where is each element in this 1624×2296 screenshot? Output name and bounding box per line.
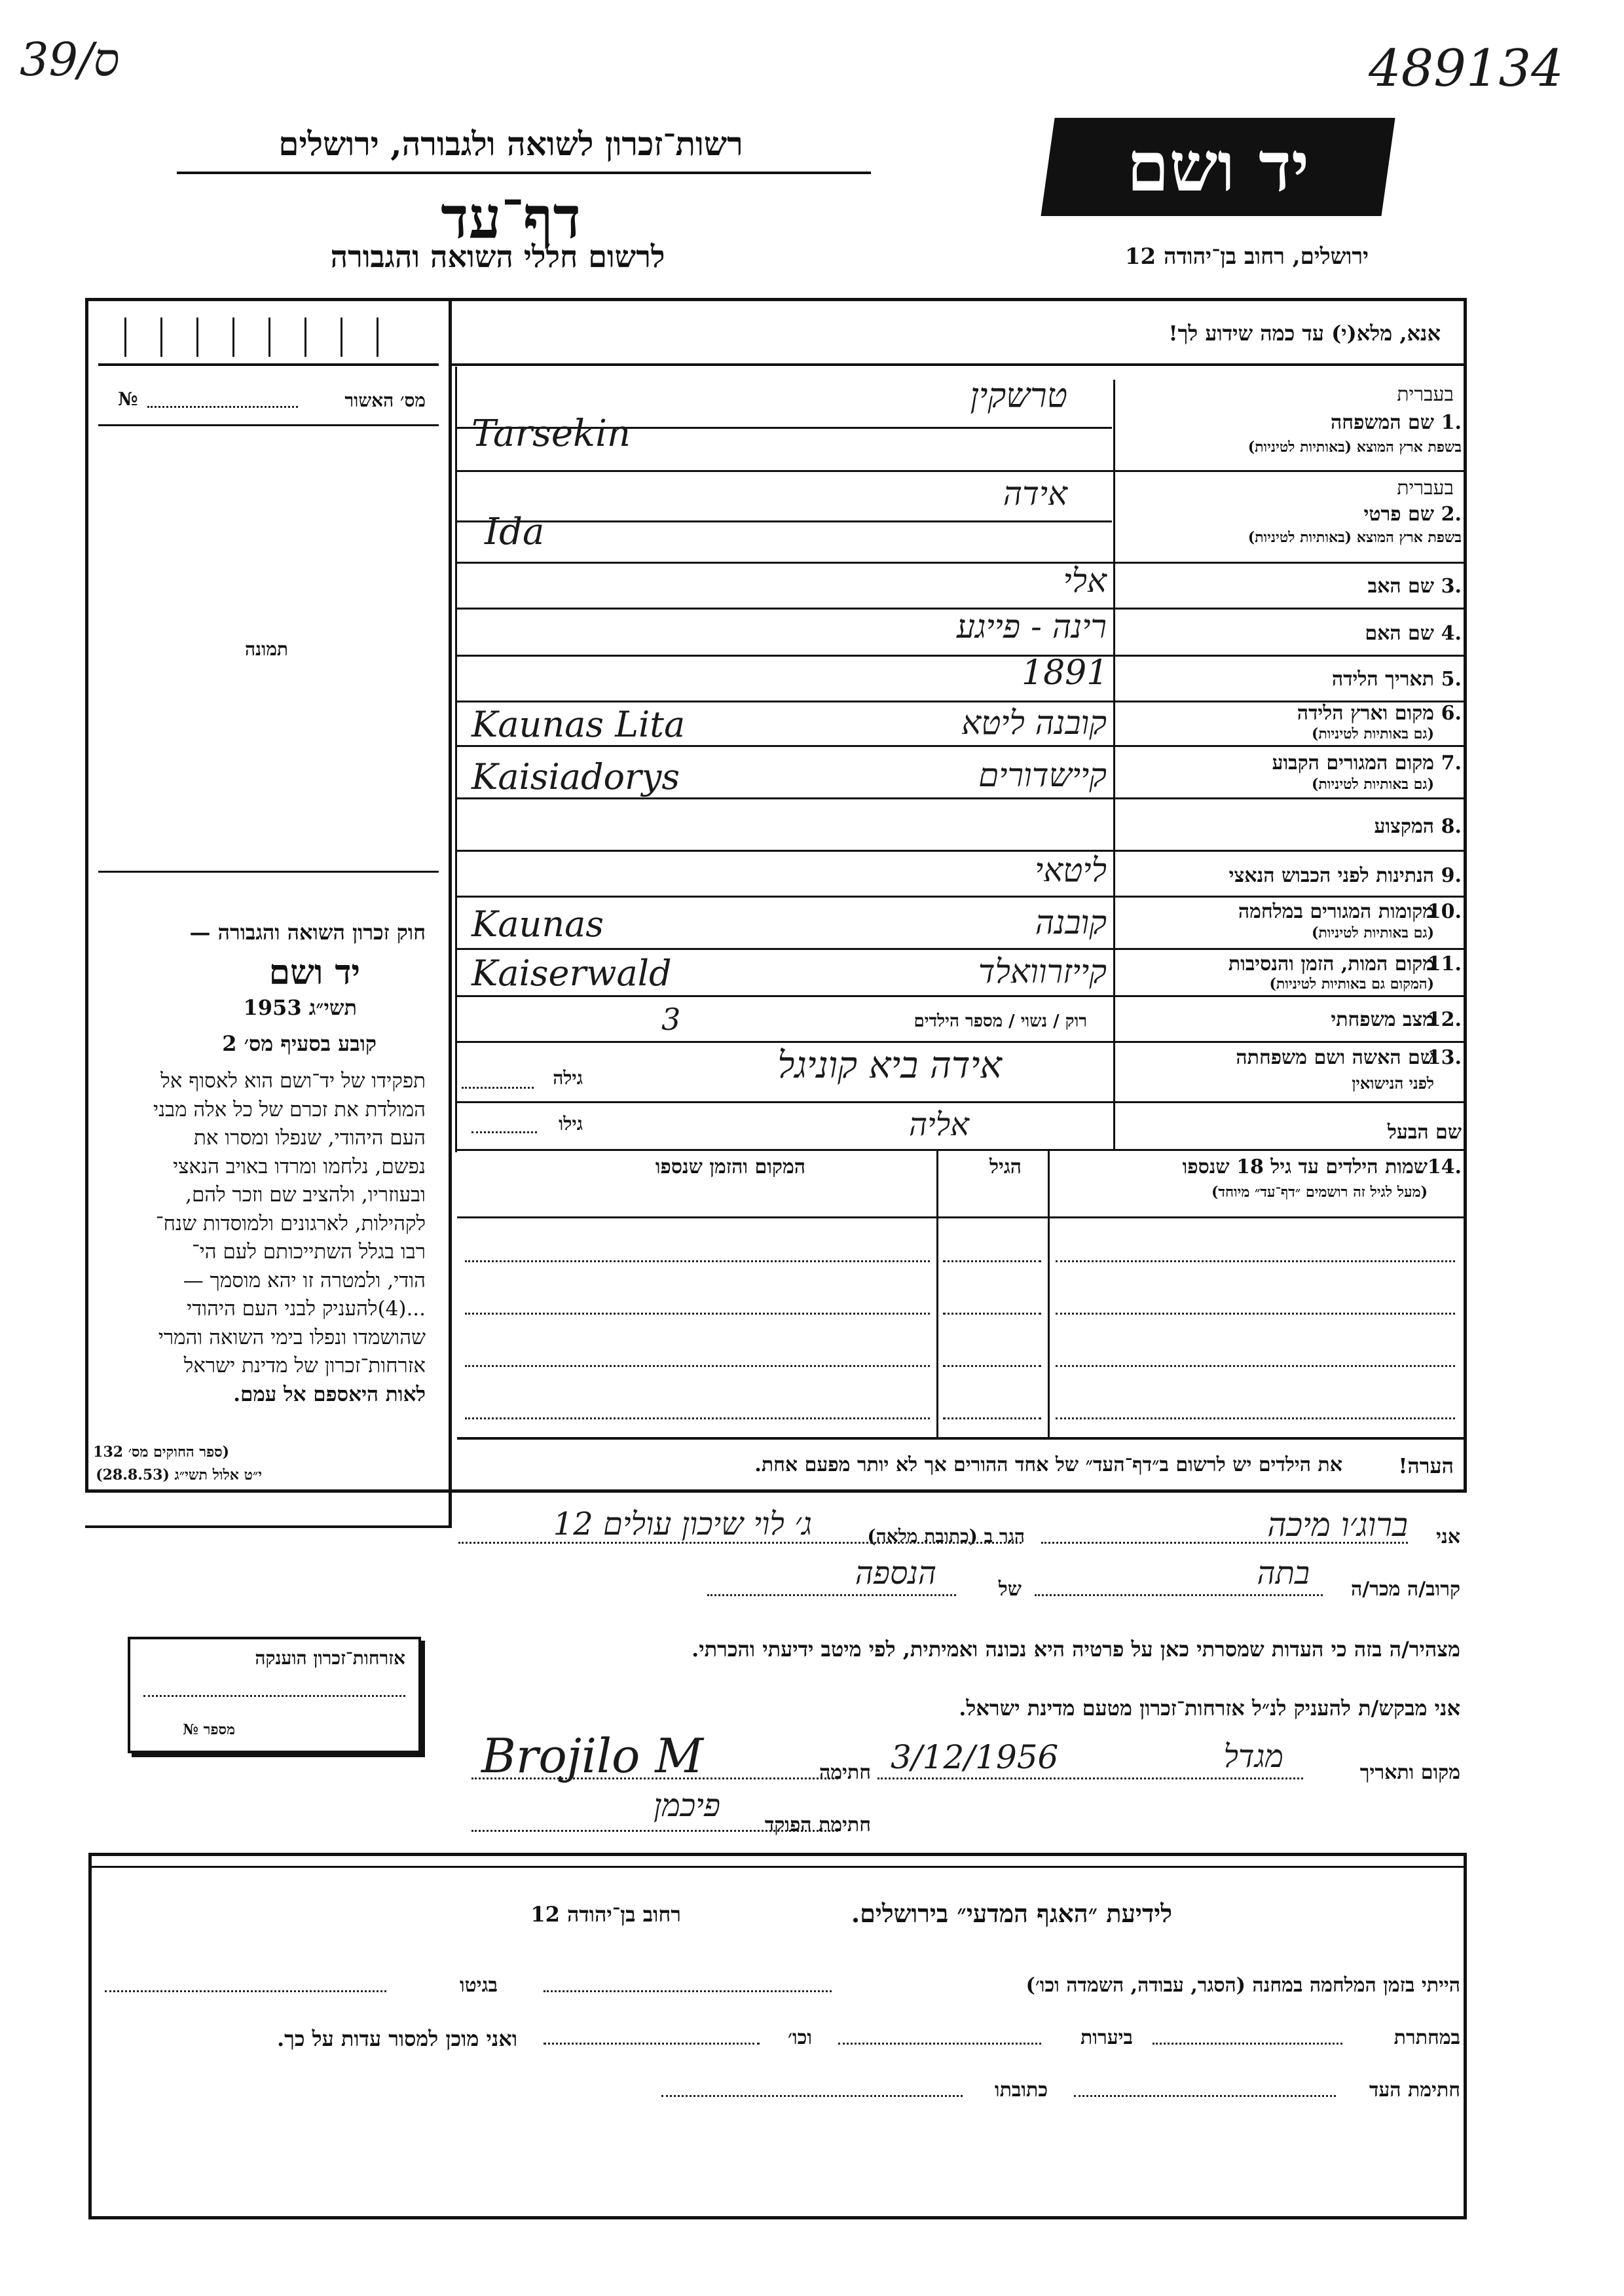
row-rule [457, 745, 1464, 747]
col-divider [1048, 1149, 1050, 1437]
field7-label: מקום המגורים הקבוע [1272, 752, 1434, 774]
footer-forests-field[interactable] [838, 2043, 1041, 2045]
decl-officer-line [471, 1830, 838, 1832]
field2-number: 2. [1441, 503, 1462, 526]
child-row-place[interactable] [465, 1417, 930, 1419]
field14-number: 14. [1427, 1156, 1462, 1178]
footer-ghetto-field[interactable] [105, 1990, 386, 1992]
row-rule [457, 850, 1464, 852]
child-row-name[interactable] [1056, 1260, 1455, 1262]
row-rule [457, 1101, 1464, 1103]
page-number-mark: 39/ס [20, 33, 120, 86]
row-rule [457, 896, 1464, 898]
field10-number: 10. [1427, 900, 1462, 923]
row-rule [457, 1149, 1464, 1151]
footer-witness-sign-field[interactable] [1074, 2095, 1336, 2097]
law-line: ...(4)להעניק לבני העם היהודי [187, 1297, 426, 1321]
field11-value-latin[interactable]: Kaiserwald [471, 953, 672, 994]
law-ref-1: (ספר החוקים מס׳ 132 [93, 1444, 229, 1461]
decl-i-am: אני [1436, 1525, 1460, 1548]
footer-address: רחוב בן־יהודה 12 [530, 1902, 681, 1927]
field8-label: המקצוע [1374, 815, 1434, 838]
field2-value-hebrew[interactable]: אידה [1003, 475, 1067, 513]
decl-address-line [458, 1542, 1022, 1544]
law-title: חוק זכרון השואה והגבורה — [189, 920, 426, 945]
field5-value[interactable]: 1891 [1022, 653, 1109, 693]
footer-ghetto-label: בגיטו [459, 1974, 498, 1997]
field14-place-col: המקום והזמן שנספו [655, 1156, 805, 1178]
field5-number: 5. [1441, 668, 1462, 691]
child-row-place[interactable] [465, 1365, 930, 1367]
authority-name: רשות־זכרון לשואה ולגבורה, ירושלים [278, 124, 743, 163]
decl-signature-label: חתימה [819, 1761, 871, 1784]
note-text: את הילדים יש לרשום ב״דף־העד״ של אחד ההורים אך לא יותר מפעם אחת. [754, 1453, 1342, 1476]
photo-rule [98, 871, 439, 873]
field4-value[interactable]: רינה - פייגע [956, 608, 1107, 646]
field9-value[interactable]: ליטאי [1035, 851, 1107, 889]
row-rule [457, 520, 1112, 522]
law-text [85, 1067, 426, 1409]
field13-label: שם האשה ושם משפחתה [1236, 1046, 1434, 1069]
law-name: יד ושם [268, 953, 360, 993]
field12-value[interactable]: 3 [661, 1002, 681, 1037]
law-line: נפשם, נלחמו ומרדו באויב הנאצי [173, 1154, 426, 1178]
row-rule [457, 1041, 1464, 1043]
child-row-age[interactable] [943, 1365, 1041, 1367]
footer-title: לידיעת ״האגף המדעי״ בירושלים. [851, 1899, 1172, 1928]
left-column-divider [449, 300, 452, 1527]
field10-value-hebrew[interactable]: קובנה [1035, 903, 1107, 941]
row-rule [457, 948, 1464, 950]
row-rule [457, 995, 1464, 997]
law-line: שהושמדו ונפלו בימי השואה והמרי [158, 1325, 426, 1349]
instruction-text: אנא, מלא(י) עד כמה שידוע לך! [1168, 321, 1441, 346]
field7-value-hebrew[interactable]: קיישדורים [978, 756, 1107, 794]
inner-divider [455, 367, 457, 1152]
husband-age-label: גילו [559, 1113, 583, 1135]
cert-rule [98, 424, 439, 426]
field6-value-hebrew[interactable]: קובנה ליטא [961, 704, 1107, 742]
cert-box-number: מספר № [183, 1721, 235, 1738]
field9-number: 9. [1441, 864, 1462, 887]
law-line: ובעוזריו, ולהציב שם וזכר להם, [185, 1183, 426, 1207]
footer-underground-label: במחתרת [1393, 2026, 1460, 2049]
child-row-age[interactable] [943, 1313, 1041, 1315]
husband-value[interactable]: אליה [909, 1106, 969, 1143]
field3-number: 3. [1441, 575, 1462, 598]
field2-heb-label: בעברית [1397, 477, 1454, 500]
footer-witness-address-field[interactable] [661, 2095, 963, 2097]
field14-label: שמות הילדים עד גיל 18 שנספו [1182, 1156, 1428, 1178]
field4-number: 4. [1441, 622, 1462, 645]
field3-value[interactable]: אלי [1063, 562, 1107, 600]
logo-text: יד ושם [1126, 126, 1310, 207]
field7-value-latin[interactable]: Kaisiadorys [471, 756, 680, 797]
child-row-name[interactable] [1056, 1365, 1455, 1367]
photo-label: תמונה [244, 638, 288, 660]
decl-place-date-line [877, 1777, 1303, 1779]
field10-value-latin[interactable]: Kaunas [471, 903, 604, 945]
field14-sub: (מעל לגיל זה רושמים ״דף־עד״ מיוחד) [1211, 1184, 1428, 1201]
husband-label: שם הבעל [1387, 1121, 1462, 1144]
field2-label: שם פרטי [1363, 503, 1434, 526]
cert-number-sign: № [118, 388, 138, 410]
decl-of-label: של [998, 1578, 1022, 1601]
decl-place-value[interactable]: מגדל [1223, 1738, 1283, 1775]
law-line: לאות היאספם אל עמם. [233, 1382, 426, 1406]
row-rule [457, 1437, 1464, 1440]
label-divider [1113, 380, 1115, 1149]
field1-label: שם המשפחה [1330, 411, 1434, 434]
decl-date-value[interactable]: 3/12/1956 [891, 1738, 1059, 1776]
footer-witness-address-label: כתובתו [994, 2079, 1048, 2102]
field12-number: 12. [1427, 1008, 1462, 1031]
field10-sub: (גם באותיות לטיניות) [1311, 924, 1434, 941]
certificate-box [128, 1637, 421, 1753]
note-label: הערה! [1398, 1453, 1454, 1478]
field13-number: 13. [1427, 1046, 1462, 1069]
decl-of-value[interactable]: הנספה [855, 1555, 936, 1592]
child-row-place[interactable] [465, 1260, 930, 1262]
field11-sub: (המקום גם באותיות לטיניות) [1269, 975, 1434, 993]
field1-value-hebrew[interactable]: טרשקין [970, 376, 1067, 416]
yad-vashem-logo [1041, 118, 1395, 216]
field7-number: 7. [1441, 752, 1462, 774]
footer-witness-sign-label: חתימת העד [1369, 2079, 1460, 2102]
field14-age-col: הגיל [989, 1156, 1022, 1178]
field2-value-latin[interactable]: Ida [485, 511, 545, 553]
field11-label: מקום המות, הזמן והנסיבות [1228, 953, 1434, 975]
field1-heb-label: בעברית [1397, 383, 1454, 406]
field11-value-hebrew[interactable]: קייזרוואלד [978, 953, 1107, 991]
field10-label: מקומות המגורים במלחמה [1238, 900, 1434, 923]
decl-request: אני מבקש/ת להעניק לנ״ל אזרחות־זכרון מטעם מדינת ישראל. [959, 1696, 1460, 1721]
field5-label: תאריך הלידה [1331, 668, 1434, 691]
field1-value-latin[interactable]: Tarsekin [471, 412, 631, 455]
cert-number-label: מס׳ האשור [344, 390, 426, 411]
code-box [98, 318, 439, 366]
col-divider [936, 1149, 938, 1437]
field11-number: 11. [1427, 953, 1462, 975]
decl-signature-value[interactable]: Brojilo M [481, 1728, 704, 1783]
law-line: הודי, ולמטרה זו יהא מוסמך — [183, 1268, 426, 1292]
field1-number: 1. [1441, 411, 1462, 434]
row-rule [457, 1216, 1464, 1218]
row-rule [457, 562, 1464, 564]
field12-options: רוק / נשוי / מספר הילדים [913, 1011, 1087, 1031]
cert-box-title: אזרחות־זכרון הוענקה [255, 1647, 405, 1669]
law-line: רבו בגלל השתייכותם לעם הי־ [191, 1240, 426, 1264]
decl-officer-value[interactable]: פיכמן [654, 1787, 720, 1824]
form-subtitle: לרשום חללי השואה והגבורה [330, 239, 665, 274]
header-rule [177, 172, 871, 174]
field7-sub: (גם באותיות לטיניות) [1311, 776, 1434, 793]
field6-number: 6. [1441, 702, 1462, 725]
footer-line1-label: הייתי בזמן המלחמה במחנה (הסגר, עבודה, השמדה וכו׳) [1025, 1974, 1460, 1997]
field13-sub: לפני הנישואין [1352, 1074, 1434, 1093]
footer-forests-label: ביערות [1080, 2026, 1133, 2049]
decl-relative-label: קרוב/ה מכר/ה [1351, 1578, 1460, 1601]
field1-latin-label: בשפת ארץ המוצא (באותיות לטיניות) [1247, 439, 1462, 456]
field8-number: 8. [1441, 815, 1462, 838]
law-line: תפקידו של יד־ושם הוא לאסוף אל [160, 1069, 426, 1093]
footer-top-rule [88, 1866, 1467, 1868]
decl-relative-line [1035, 1594, 1323, 1596]
footer-underground-field[interactable] [1153, 2043, 1342, 2045]
field13-age-label: גילה [553, 1067, 583, 1089]
left-bottom-rule [85, 1525, 452, 1528]
row-rule [457, 655, 1464, 657]
field13-value[interactable]: אידה ביא קוניגל [777, 1044, 1002, 1087]
row-rule [457, 797, 1464, 799]
cert-number-field[interactable] [147, 406, 298, 408]
header-address: ירושלים, רחוב בן־יהודה 12 [1124, 244, 1369, 270]
field2-latin-label: בשפת ארץ המוצא (באותיות לטיניות) [1247, 529, 1462, 546]
law-year: תשי״ג 1953 [243, 995, 357, 1020]
decl-statement: מצהיר/ה בזה כי העדות שמסרתי כאן על פרטיה היא נכונה ואמיתית, לפי מיטב ידיעתי והכרתי. [692, 1637, 1460, 1662]
decl-relative-value[interactable]: בתה [1257, 1555, 1310, 1592]
decl-name-value[interactable]: ברוג׳ו מיכה [1267, 1506, 1408, 1544]
law-line: העם היהודי, שנפלו ומסרו את [193, 1126, 426, 1150]
husband-age[interactable] [471, 1131, 537, 1133]
field6-label: מקום וארץ הלידה [1297, 702, 1434, 725]
law-ref-2: י״ט אלול תשי״ג (28.8.53) [96, 1467, 262, 1484]
child-row-name[interactable] [1056, 1417, 1455, 1419]
decl-officer-label: חתימת הפוקד [764, 1813, 871, 1836]
field6-sub: (גם באותיות לטיניות) [1311, 725, 1434, 742]
law-clause: קובע בסעיף מס׳ 2 [222, 1031, 377, 1056]
law-line: המולדת את זכרם של כל אלה מבני [153, 1097, 426, 1121]
decl-name-line [1041, 1542, 1408, 1544]
child-row-age[interactable] [943, 1260, 1041, 1262]
decl-resident-label: הגר ב (כתובת מלאה) [867, 1525, 1025, 1547]
field12-label: מצב משפחתי [1331, 1008, 1434, 1031]
field4-label: שם האם [1365, 622, 1434, 645]
field9-label: הנתינות לפני הכבוש הנאצי [1228, 864, 1434, 887]
footer-etc-label: וכו׳ [788, 2026, 812, 2049]
law-line: לקהילות, לארגונים ולמוסדות שנח־ [155, 1211, 426, 1235]
row-rule [457, 470, 1464, 472]
form-title: דף־עד [441, 183, 581, 251]
footer-camp-field[interactable] [544, 1990, 832, 1992]
field6-value-latin[interactable]: Kaunas Lita [471, 704, 686, 745]
cert-box-line[interactable] [143, 1695, 405, 1697]
decl-place-date-label: מקום ותאריך [1359, 1761, 1460, 1784]
child-row-age[interactable] [943, 1417, 1041, 1419]
instruction-rule [452, 363, 1464, 366]
document-number: 489134 [1369, 39, 1564, 98]
decl-signature-line [471, 1777, 838, 1779]
child-row-name[interactable] [1056, 1313, 1455, 1315]
child-row-place[interactable] [465, 1313, 930, 1315]
footer-etc-field[interactable] [544, 2043, 760, 2045]
law-line: אזרחות־זכרון של מדינת ישראל [183, 1354, 426, 1377]
footer-ready-text: ואני מוכן למסור עדות על כך. [276, 2026, 517, 2051]
decl-of-line [707, 1594, 956, 1596]
field13-age[interactable] [462, 1087, 534, 1089]
field3-label: שם האב [1367, 575, 1434, 598]
decl-address-value[interactable]: ג׳ לוי שיכון עולים 12 [553, 1506, 812, 1542]
